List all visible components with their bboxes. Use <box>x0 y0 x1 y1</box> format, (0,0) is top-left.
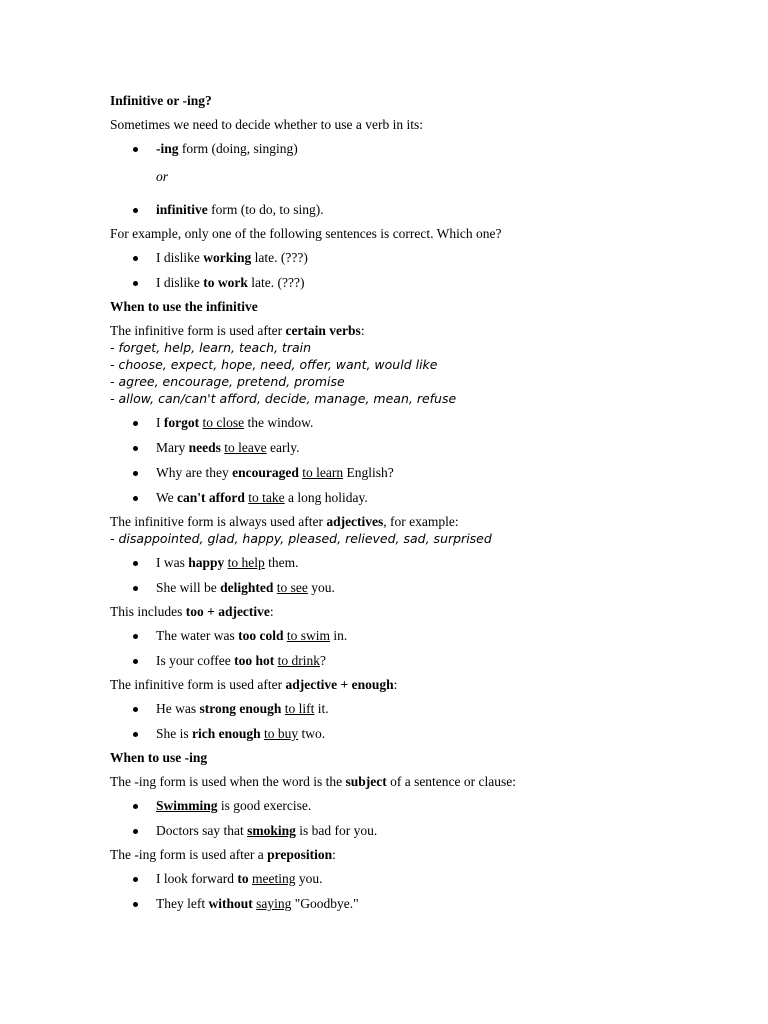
list-item: Doctors say that smoking is bad for you. <box>110 823 730 839</box>
verb-list-line: - choose, expect, hope, need, offer, want, would like <box>110 357 438 372</box>
section-heading-ing: When to use -ing <box>110 750 208 765</box>
list-item: She will be delighted to see you. <box>110 580 730 596</box>
list-item: She is rich enough to buy two. <box>110 726 730 742</box>
list-item: They left without saying "Goodbye." <box>110 896 730 912</box>
list-item: I look forward to meeting you. <box>110 871 730 887</box>
intro-text: Sometimes we need to decide whether to use a verb in its: <box>110 117 424 132</box>
list-item: He was strong enough to lift it. <box>110 701 730 717</box>
bold-term: -ing <box>156 141 179 156</box>
adjective-examples-list <box>110 555 730 596</box>
verbs-intro: The infinitive form is used after certain verbs: <box>110 323 365 338</box>
page-title: Infinitive or -ing? <box>110 93 212 108</box>
or-text: or <box>156 169 169 184</box>
list-item: Is your coffee too hot to drink? <box>110 653 730 669</box>
list-item <box>110 141 730 157</box>
too-adjective-intro: This includes too + adjective: <box>110 604 274 619</box>
too-examples-list <box>110 628 730 669</box>
list-item: The water was too cold to swim in. <box>110 628 730 644</box>
enough-examples-list <box>110 701 730 742</box>
list-item: Why are they encouraged to learn English? <box>110 465 730 481</box>
document-page <box>110 93 730 920</box>
subject-intro: The -ing form is used when the word is the subject of a sentence or clause: <box>110 774 517 789</box>
section-heading-infinitive: When to use the infinitive <box>110 299 258 314</box>
verb-list-line: - allow, can/can't afford, decide, manage, mean, refuse <box>110 391 457 406</box>
bold-term: infinitive <box>156 202 208 217</box>
forms-list <box>110 202 730 218</box>
example-list <box>110 250 730 291</box>
list-item: I dislike working late. (???) <box>110 250 730 266</box>
preposition-examples-list <box>110 871 730 912</box>
subject-examples-list <box>110 798 730 839</box>
list-item: I dislike to work late. (???) <box>110 275 730 291</box>
example-question: For example, only one of the following sentences is correct. Which one? <box>110 226 502 241</box>
verb-examples-list <box>110 415 730 506</box>
enough-intro: The infinitive form is used after adjective + enough: <box>110 677 398 692</box>
list-item <box>110 202 730 218</box>
list-item: We can't afford to take a long holiday. <box>110 490 730 506</box>
item-text: form (to do, to sing). <box>207 202 324 217</box>
list-item: Swimming is good exercise. <box>110 798 730 814</box>
forms-list <box>110 141 730 157</box>
verb-list-line: - forget, help, learn, teach, train <box>110 340 312 355</box>
verb-list-line: - agree, encourage, pretend, promise <box>110 374 345 389</box>
list-item: I forgot to close the window. <box>110 415 730 431</box>
adjective-list-line: - disappointed, glad, happy, pleased, relieved, sad, surprised <box>110 531 492 546</box>
item-text: form (doing, singing) <box>178 141 298 156</box>
list-item: I was happy to help them. <box>110 555 730 571</box>
adjectives-intro: The infinitive form is always used after adjectives, for example: <box>110 514 459 529</box>
list-item: Mary needs to leave early. <box>110 440 730 456</box>
preposition-intro: The -ing form is used after a preposition: <box>110 847 336 862</box>
